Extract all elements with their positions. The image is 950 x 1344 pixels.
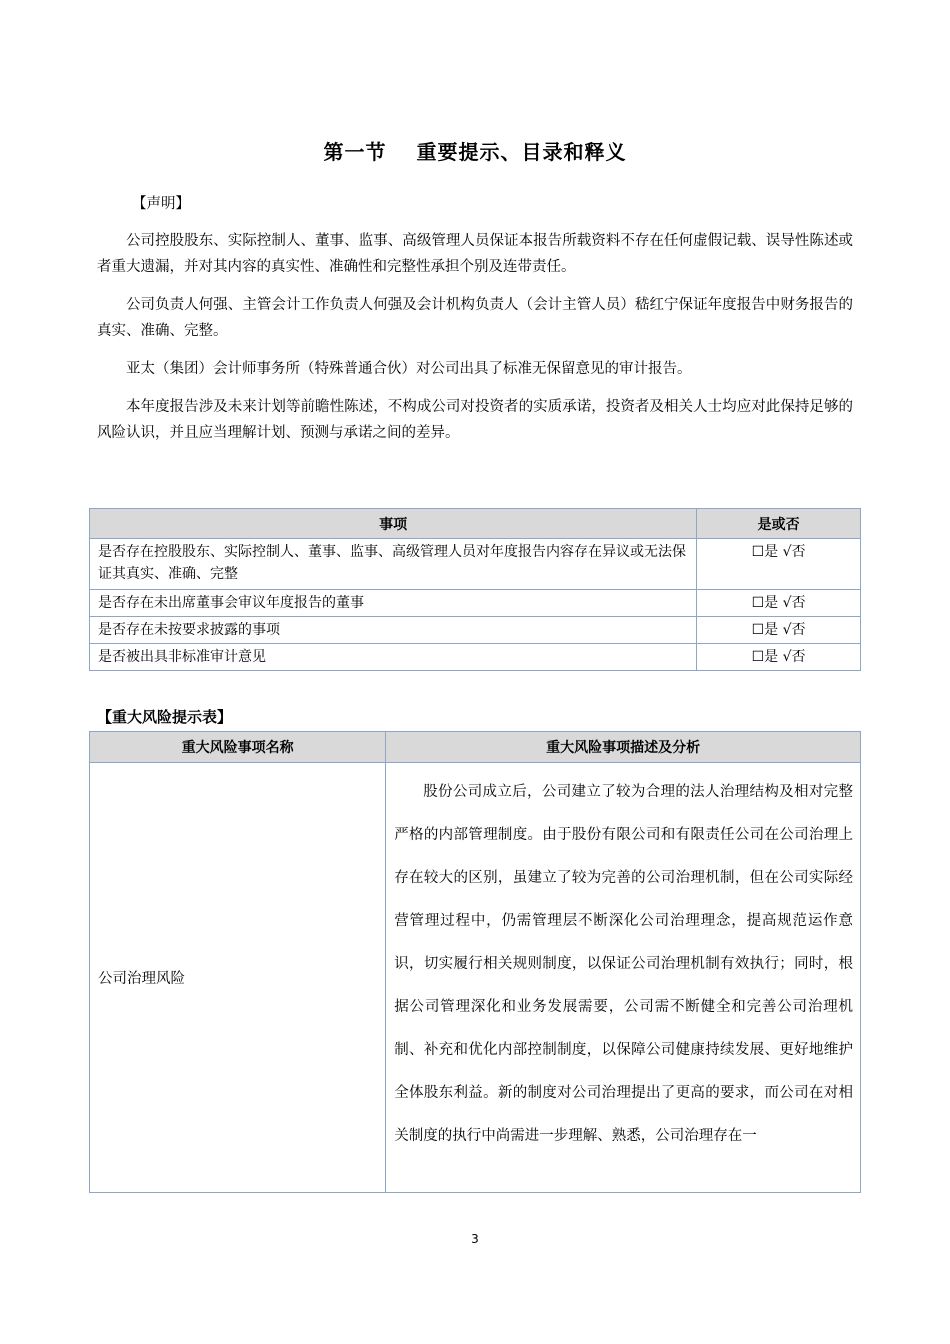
table-row — [90, 644, 861, 671]
statement-paragraphs — [97, 228, 853, 458]
matter-item: 是否存在控股股东、实际控制人、董事、监事、高级管理人员对年度报告内容存在异议或无法保证其真实、准确、完整 — [90, 539, 697, 590]
table-row — [90, 617, 861, 644]
section-title — [0, 136, 950, 165]
section-name: 重要提示、目录和释义 — [416, 140, 627, 164]
column-header-item: 事项 — [90, 509, 697, 539]
table-row — [90, 539, 861, 590]
page-number: 3 — [471, 1232, 479, 1246]
statement-paragraph: 公司控股股东、实际控制人、董事、监事、高级管理人员保证本报告所载资料不存在任何虚假记载、误导性陈述或者重大遗漏，并对其内容的真实性、准确性和完整性承担个别及连带责任。 — [97, 233, 853, 275]
table-row — [90, 763, 861, 1193]
column-header-risk-description: 重大风险事项描述及分析 — [386, 732, 861, 763]
section-number: 第一节 — [323, 140, 387, 164]
matter-item: 是否被出具非标准审计意见 — [90, 644, 697, 671]
risk-name: 公司治理风险 — [90, 763, 386, 1193]
matter-answer: ☐是 √否 — [697, 539, 861, 590]
matter-answer: ☐是 √否 — [697, 644, 861, 671]
risk-description: 股份公司成立后，公司建立了较为合理的法人治理结构及相对完整严格的内部管理制度。由于股份有限公司和有限责任公司在公司治理上存在较大的区别，虽建立了较为完善的公司治理机制，但在公司实际经营管理过程中，仍需管理层不断深化公司治理理念，提高规范运作意识，切实履行相关规则制度，以保证公司治理机制有效执行；同时，根据公司管理深化和业务发展需要，公司需不断健全和完善公司治理机制、补充和优化内部控制制度，以保障公司健康持续发展、更好地维护全体股东利益。新的制度对公司治理提出了更高的要求，而公司在对相关制度的执行中尚需进一步理解、熟悉，公司治理存在一 — [386, 763, 861, 1193]
table-header-row — [90, 509, 861, 539]
table-row — [90, 590, 861, 617]
risk-table — [89, 731, 861, 1193]
statement-paragraph: 公司负责人何强、主管会计工作负责人何强及会计机构负责人（会计主管人员）嵇红宁保证年度报告中财务报告的真实、准确、完整。 — [97, 297, 853, 339]
column-header-risk-name: 重大风险事项名称 — [90, 732, 386, 763]
statement-paragraph: 本年度报告涉及未来计划等前瞻性陈述，不构成公司对投资者的实质承诺，投资者及相关人士均应对此保持足够的风险认识，并且应当理解计划、预测与承诺之间的差异。 — [97, 399, 853, 441]
matter-item: 是否存在未按要求披露的事项 — [90, 617, 697, 644]
matters-table — [89, 508, 861, 671]
statement-heading: 【声明】 — [132, 196, 190, 212]
matter-answer: ☐是 √否 — [697, 590, 861, 617]
matter-answer: ☐是 √否 — [697, 617, 861, 644]
matter-item: 是否存在未出席董事会审议年度报告的董事 — [90, 590, 697, 617]
statement-paragraph: 亚太（集团）会计师事务所（特殊普通合伙）对公司出具了标准无保留意见的审计报告。 — [126, 361, 692, 377]
column-header-answer: 是或否 — [697, 509, 861, 539]
risk-table-heading: 【重大风险提示表】 — [97, 708, 233, 726]
table-header-row — [90, 732, 861, 763]
